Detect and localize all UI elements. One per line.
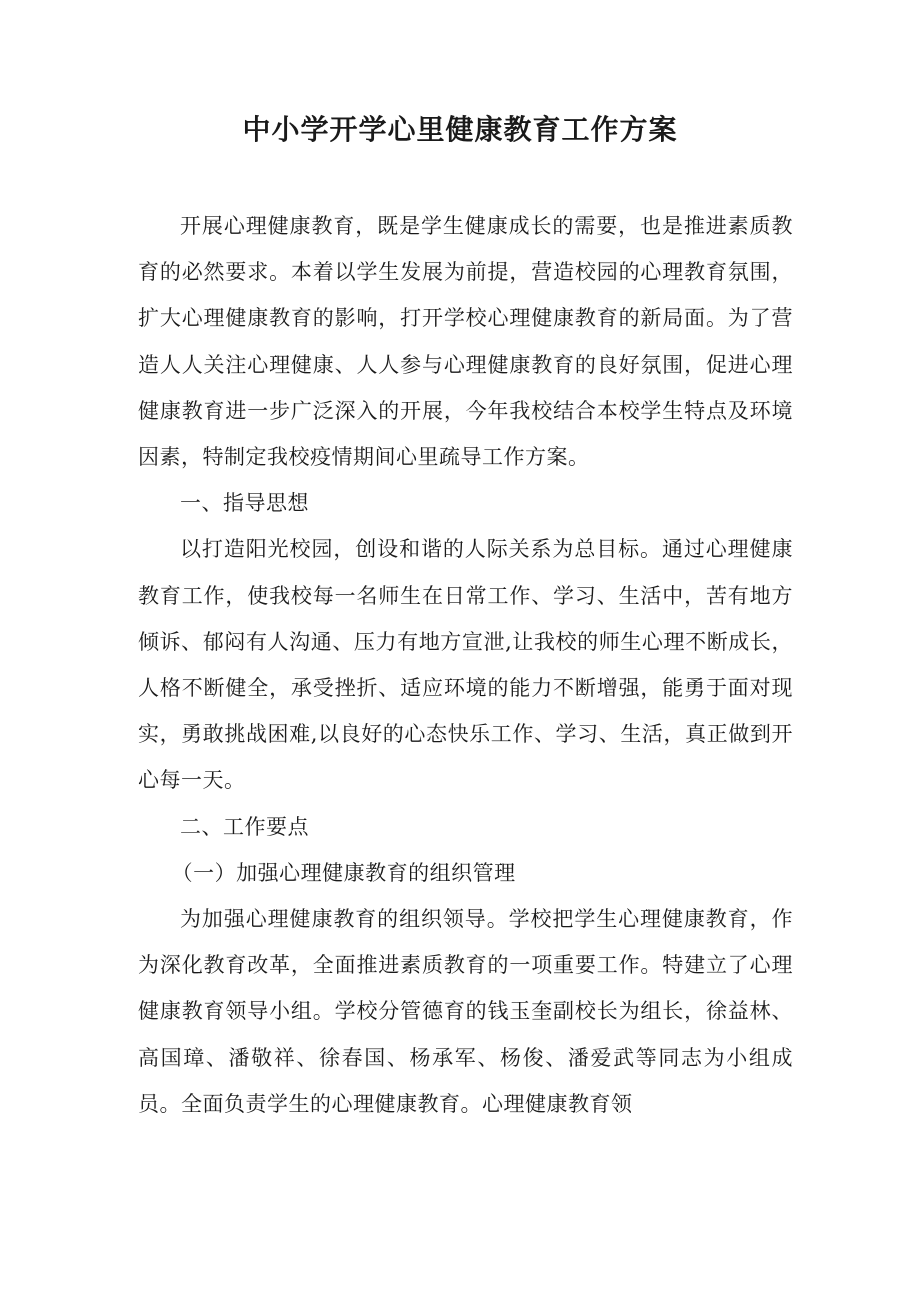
subsection-heading-organization: （一）加强心理健康教育的组织管理 bbox=[171, 860, 516, 885]
organization-paragraph: 为加强心理健康教育的组织领导。学校把学生心理健康教育，作为深化教育改革，全面推进素质教育的一项重要工作。特建立了心理健康教育领导小组。学校分管德育的钱玉奎副校长为组长，徐益林、高国璋、潘敬祥、徐春国、杨承军、杨俊、潘爱武等同志为小组成员。全面负责学生的心理健康教育。心理健康教育领 bbox=[138, 907, 793, 1116]
intro-paragraph: 开展心理健康教育，既是学生健康成长的需要，也是推进素质教育的必然要求。本着以学生发展为前提，营造校园的心理教育氛围，扩大心理健康教育的影响，打开学校心理健康教育的新局面。为了营造人人关注心理健康、人人参与心理健康教育的良好氛围，促进心理健康教育进一步广泛深入的开展，今年我校结合本校学生特点及环境因素，特制定我校疫情期间心里疏导工作方案。 bbox=[138, 214, 793, 470]
section-heading-work-points: 二、工作要点 bbox=[180, 814, 309, 839]
section-heading-guiding-ideology: 一、指导思想 bbox=[180, 491, 309, 516]
document-body bbox=[138, 203, 793, 1127]
guiding-ideology-paragraph: 以打造阳光校园，创设和谐的人际关系为总目标。通过心理健康教育工作，使我校每一名师生在日常工作、学习、生活中，苦有地方倾诉、郁闷有人沟通、压力有地方宣泄,让我校的师生心理不断成长，人格不断健全，承受挫折、适应环境的能力不断增强，能勇于面对现实，勇敢挑战困难,以良好的心态快乐工作、学习、生活，真正做到开心每一天。 bbox=[138, 537, 793, 793]
document-title: 中小学开学心里健康教育工作方案 bbox=[242, 113, 678, 146]
